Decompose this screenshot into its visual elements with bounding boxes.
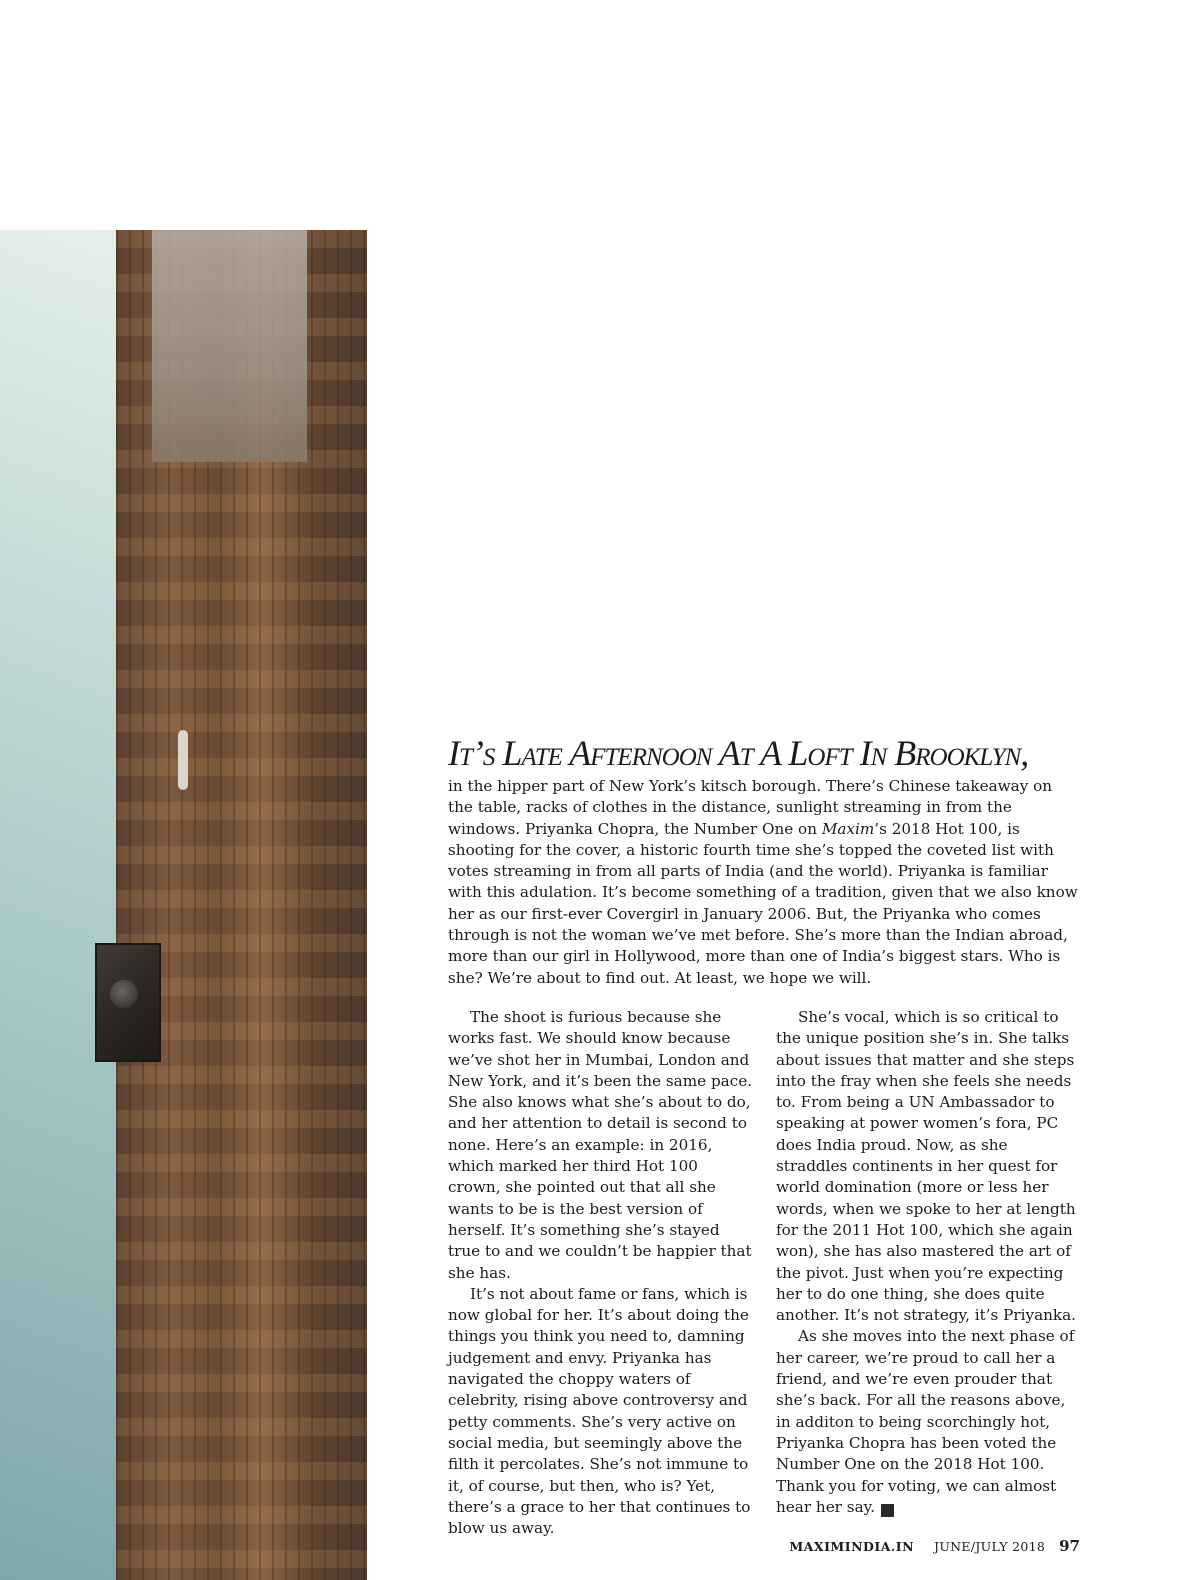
wooden-door-photo <box>0 230 367 1580</box>
paragraph: It’s not about fame or fans, which is now global for her. It’s about doing the things you think you need to, damning judgement and envy. Priyanka has navigated the choppy waters of celebrity, rising above controversy and petty comments. She’s very active on social media, but seemingly above the filth it percolates. She’s not immune to it, of course, but then, who is? Yet, there’s a grace to her that continues to blow us away. <box>448 1284 751 1538</box>
paragraph: The shoot is furious because she works fast. We should know because we’ve shot her in Mumbai, London and New York, and it’s been the same pace. She also knows what she’s about to do, and her attention to detail is second to none. Here’s an example: in 2016, which marked her third Hot 100 crown, she pointed out that all she wants to be is the best version of herself. It’s something she’s stayed true to and we couldn’t be happier that she has. <box>448 1008 753 1282</box>
wall-background <box>0 230 116 1580</box>
intro-text-part2: ’s 2018 Hot 100, is shooting for the cover, a historic fourth time she’s topped the coveted list with votes streaming in from all parts of India (and the world). Priyanka is familiar with this adulation. It’s become something of a tradition, given that we also know her as our first-ever Covergirl in January 2006. But, the Priyanka who comes through is not the woman we’ve met before. She’s more than the Indian abroad, more than our girl in Hollywood, more than one of India’s biggest stars. Who is she? We’re about to find out. At least, we hope we will. <box>448 819 1078 987</box>
body-column-left <box>448 1007 753 1539</box>
footer-issue-date: JUNE/JULY 2018 <box>934 1539 1046 1554</box>
magazine-name: Maxim <box>821 819 875 838</box>
footer-website: MAXIMINDIA.IN <box>789 1539 915 1554</box>
paragraph: She’s vocal, which is so critical to the unique position she’s in. She talks about issues that matter and she steps into the fray when she feels she needs to. From being a UN Ambassador to speaking at power women’s fora, PC does India proud. Now, as she straddles continents in her quest for world domination (more or less her words, when we spoke to her at length for the 2011 Hot 100, which she again won), she has also mastered the art of the pivot. Just when you’re expecting her to do one thing, she does quite another. It’s not strategy, it’s Priyanka. <box>776 1008 1076 1325</box>
page-footer <box>760 1537 1080 1555</box>
article-intro <box>448 776 1078 989</box>
end-mark-icon: M <box>881 1504 894 1517</box>
closing-paragraph-text: As she moves into the next phase of her career, we’re proud to call her a friend, and we’re even prouder that she’s back. For all the reasons above, in additon to being scorchingly hot, Priyanka Chopra has been voted the Number One on the 2018 Hot 100. Thank you for voting, we can almost hear her say. <box>776 1327 1075 1516</box>
paint-chip <box>178 730 188 790</box>
paragraph <box>776 1326 1081 1518</box>
hinge-bolt-icon <box>110 980 138 1008</box>
article-headline: It’s Late Afternoon At A Loft In Brooklyn, <box>448 733 1029 773</box>
page-number: 97 <box>1059 1537 1080 1555</box>
intro-text-part1: in the hipper part of New York’s kitsch borough. There’s Chinese takeaway on the table, racks of clothes in the distance, sunlight streaming in from the windows. Priyanka Chopra, the Number One on <box>448 777 1053 838</box>
body-column-right <box>776 1007 1081 1518</box>
peeling-paint-patch <box>152 230 307 462</box>
